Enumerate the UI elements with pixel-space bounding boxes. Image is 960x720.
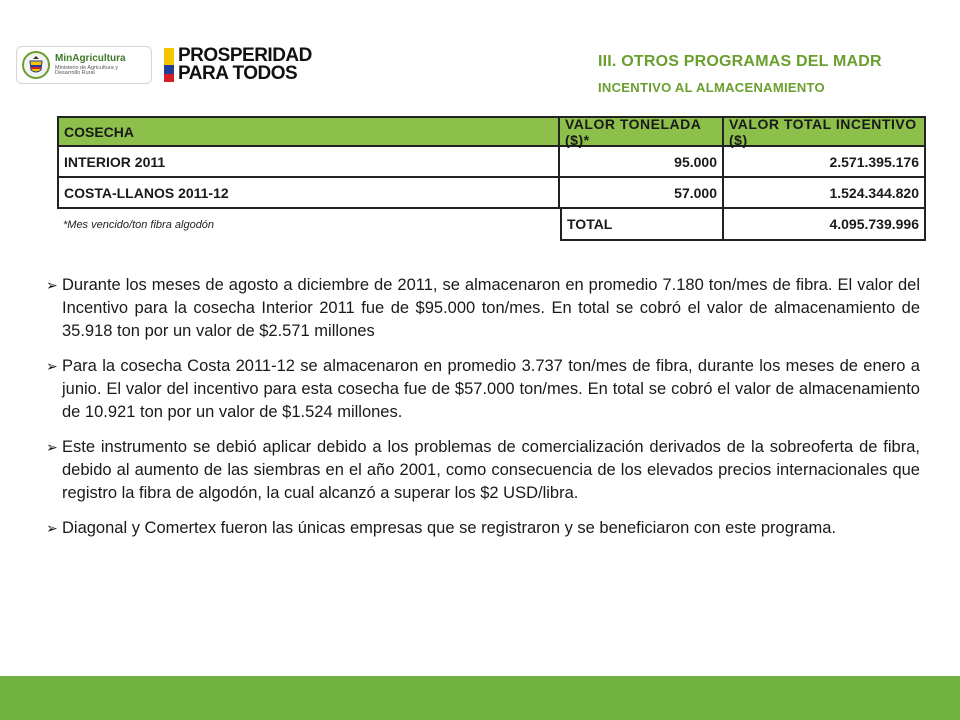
table-total-row (57, 209, 926, 241)
table-cell: INTERIOR 2011 (57, 147, 560, 178)
table-cell: 57.000 (560, 178, 724, 209)
section-title: III. OTROS PROGRAMAS DEL MADR (598, 53, 882, 70)
prosperidad-logo (164, 44, 314, 86)
table-row (57, 178, 926, 209)
section-subtitle: INCENTIVO AL ALMACENAMIENTO (598, 80, 825, 95)
arrow-bullet-icon: ➢ (46, 277, 58, 293)
minagricultura-name: MinAgricultura (55, 52, 126, 64)
total-label: TOTAL (560, 209, 724, 241)
colombia-flag-icon (164, 48, 174, 82)
table-header-cell: VALOR TONELADA ($)* (560, 116, 724, 147)
arrow-bullet-icon: ➢ (46, 358, 58, 374)
bullet-list (46, 274, 920, 552)
bullet-text: Diagonal y Comertex fueron las únicas empresas que se registraron y se beneficiaron con este programa. (62, 519, 837, 537)
table-footnote: *Mes vencido/ton fibra algodón (63, 219, 215, 231)
table-header-cell: VALOR TOTAL INCENTIVO ($) (724, 116, 926, 147)
table-cell: 95.000 (560, 147, 724, 178)
list-item (46, 517, 920, 540)
prosperidad-line2: PARA TODOS (178, 63, 298, 84)
table-header-row (57, 116, 926, 147)
colombia-crest-icon (21, 50, 51, 80)
footer-bar (0, 676, 960, 720)
table-cell: 2.571.395.176 (724, 147, 926, 178)
arrow-bullet-icon: ➢ (46, 520, 58, 536)
arrow-bullet-icon: ➢ (46, 439, 58, 455)
table-cell: COSTA-LLANOS 2011-12 (57, 178, 560, 209)
table-row (57, 147, 926, 178)
bullet-text: Este instrumento se debió aplicar debido a los problemas de comercialización derivados de la sobreoferta de fibra, debido al aumento de las siembras en el año 2001, como consecuencia de los elevados precios internacionales que registro la fibra de algodón, la cual alcanzó a superar los $2 USD/libra. (62, 438, 920, 502)
prosperidad-line1: PROSPERIDAD (178, 44, 312, 66)
total-value: 4.095.739.996 (724, 209, 926, 241)
table-cell: 1.524.344.820 (724, 178, 926, 209)
minagricultura-logo (16, 46, 152, 84)
bullet-text: Durante los meses de agosto a diciembre de 2011, se almacenaron en promedio 7.180 ton/mes de fibra. El valor del Incentivo para la cosecha Interior 2011 fue de $95.000 ton/mes. En total se cobró el valor de almacenamiento de 35.918 ton por un valor de $2.571 millones (62, 276, 920, 340)
incentive-table (57, 116, 926, 241)
table-header-cell: COSECHA (57, 116, 560, 147)
list-item (46, 355, 920, 424)
bullet-text: Para la cosecha Costa 2011-12 se almacenaron en promedio 3.737 ton/mes de fibra, durante los meses de enero a junio. El valor del incentivo para esta cosecha fue de $57.000 ton/mes. En total se cobró el valor de almacenamiento de 10.921 ton por un valor de $1.524 millones. (62, 357, 920, 421)
list-item (46, 274, 920, 343)
minagricultura-subtitle: Ministerio de Agricultura y Desarrollo Rural (55, 64, 118, 76)
list-item (46, 436, 920, 505)
